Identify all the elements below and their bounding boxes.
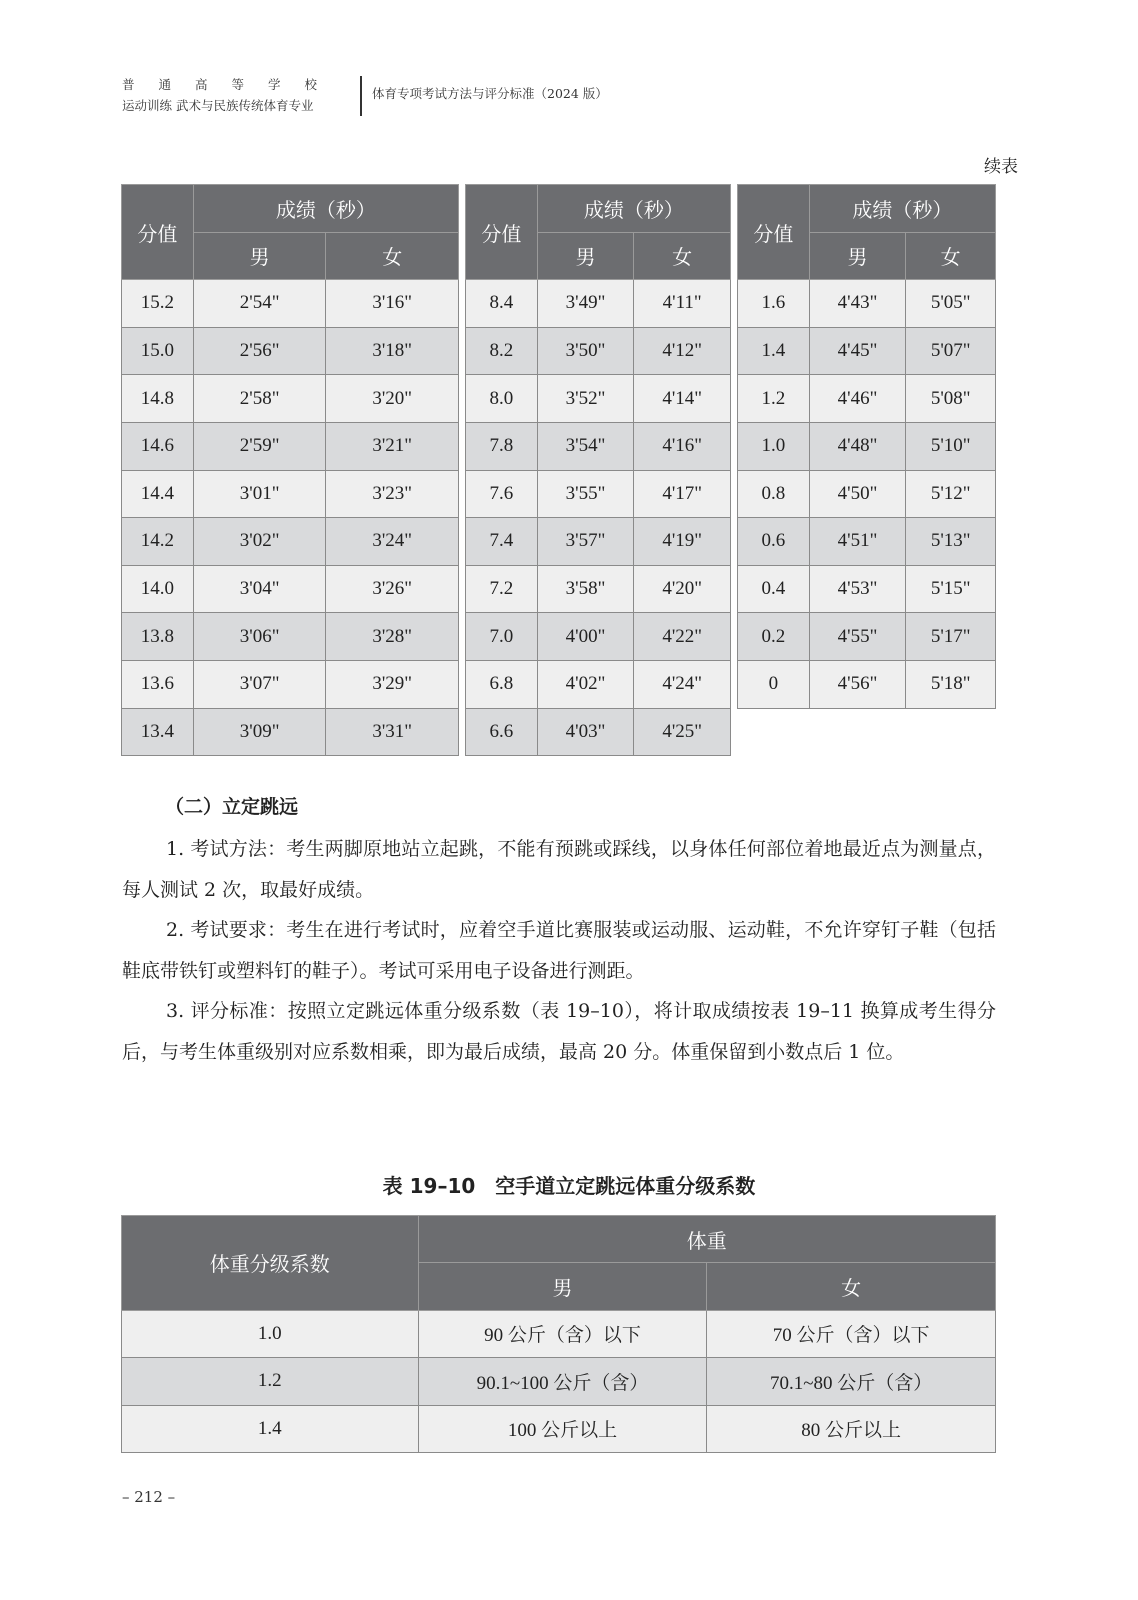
table-row (122, 280, 459, 328)
table-row (122, 613, 459, 661)
table-cell: 4'55" (809, 613, 906, 661)
header-male: 男 (809, 232, 906, 280)
table-row (122, 1310, 996, 1357)
table-cell: 5'08" (906, 375, 996, 423)
table-row (122, 1358, 996, 1405)
table-cell: 4'20" (634, 565, 731, 613)
table-cell: 1.6 (738, 280, 810, 328)
table-cell: 13.8 (122, 613, 194, 661)
header-result: 成绩（秒） (809, 185, 995, 233)
table-cell: 4'19" (634, 518, 731, 566)
table-cell: 4'12" (634, 327, 731, 375)
table-cell: 1.2 (122, 1358, 419, 1405)
table-cell: 4'11" (634, 280, 731, 328)
table-cell: 13.4 (122, 708, 194, 756)
score-table-3 (737, 184, 996, 709)
header-weight: 体重 (418, 1216, 995, 1263)
table-cell: 3'24" (326, 518, 459, 566)
header-result: 成绩（秒） (537, 185, 730, 233)
table-cell: 1.0 (738, 422, 810, 470)
table-cell: 15.0 (122, 327, 194, 375)
table-cell: 2'56" (193, 327, 326, 375)
table-cell: 1.4 (738, 327, 810, 375)
table-cell: 4'00" (537, 613, 634, 661)
paragraph-scoring-standard: 3. 评分标准：按照立定跳远体重分级系数（表 19–10），将计取成绩按表 19–11 换算成考生得分后，与考生体重级别对应系数相乘，即为最后成绩，最高 20 分。体重保留到小数点后 1 位。 (122, 1000, 996, 1063)
table-cell: 6.8 (466, 660, 538, 708)
table-row (122, 375, 459, 423)
table-cell: 3'50" (537, 327, 634, 375)
header-score: 分值 (122, 185, 194, 280)
header-divider (360, 76, 362, 116)
table-cell: 15.2 (122, 280, 194, 328)
table-cell: 5'17" (906, 613, 996, 661)
table-cell: 7.8 (466, 422, 538, 470)
score-table-1 (121, 184, 459, 756)
header-book-title: 体育专项考试方法与评分标准（2024 版） (372, 86, 608, 101)
paragraph-exam-requirements: 2. 考试要求：考生在进行考试时，应着空手道比赛服装或运动服、运动鞋，不允许穿钉子鞋（包括鞋底带铁钉或塑料钉的鞋子）。考试可采用电子设备进行测距。 (122, 919, 996, 982)
table-row (466, 280, 731, 328)
table-cell: 1.2 (738, 375, 810, 423)
table-cell: 70.1~80 公斤（含） (707, 1358, 996, 1405)
table-cell: 1.4 (122, 1405, 419, 1452)
table-cell: 3'18" (326, 327, 459, 375)
table-row (466, 422, 731, 470)
table-row (466, 375, 731, 423)
table-row (122, 518, 459, 566)
table-cell: 14.6 (122, 422, 194, 470)
table-cell: 2'58" (193, 375, 326, 423)
table-cell: 8.4 (466, 280, 538, 328)
table-cell: 4'25" (634, 708, 731, 756)
table-cell: 3'58" (537, 565, 634, 613)
table-row (738, 518, 996, 566)
table-row (466, 565, 731, 613)
table-row (738, 565, 996, 613)
table-cell: 4'51" (809, 518, 906, 566)
table-cell: 3'54" (537, 422, 634, 470)
table-row (738, 422, 996, 470)
table-cell: 3'20" (326, 375, 459, 423)
header-male: 男 (418, 1263, 707, 1310)
table-cell: 13.6 (122, 660, 194, 708)
header-coefficient: 体重分级系数 (122, 1216, 419, 1311)
table-cell: 4'16" (634, 422, 731, 470)
table-cell: 4'45" (809, 327, 906, 375)
table-cell: 0.2 (738, 613, 810, 661)
table-cell: 4'14" (634, 375, 731, 423)
table-row (738, 327, 996, 375)
table-row (122, 470, 459, 518)
table-cell: 80 公斤以上 (707, 1405, 996, 1452)
header-line-2: 运动训练 武术与民族传统体育专业 (122, 98, 314, 113)
table-cell: 4'48" (809, 422, 906, 470)
header-male: 男 (193, 232, 326, 280)
table-cell: 3'21" (326, 422, 459, 470)
table-cell: 2'59" (193, 422, 326, 470)
table-cell: 5'05" (906, 280, 996, 328)
table-cell: 4'03" (537, 708, 634, 756)
header-score: 分值 (738, 185, 810, 280)
header-male: 男 (537, 232, 634, 280)
table-cell: 0.4 (738, 565, 810, 613)
table-cell: 6.6 (466, 708, 538, 756)
table-cell: 70 公斤（含）以下 (707, 1310, 996, 1357)
table-cell: 3'28" (326, 613, 459, 661)
header-female: 女 (906, 232, 996, 280)
paragraph-exam-method: 1. 考试方法：考生两脚原地站立起跳，不能有预跳或踩线，以身体任何部位着地最近点为测量点，每人测试 2 次，取最好成绩。 (122, 838, 996, 901)
table-cell: 5'12" (906, 470, 996, 518)
table-cell: 5'10" (906, 422, 996, 470)
table-row (122, 422, 459, 470)
table-row (122, 660, 459, 708)
table-cell: 14.4 (122, 470, 194, 518)
table-row (738, 660, 996, 708)
table-cell: 14.0 (122, 565, 194, 613)
page-number: – 212 – (122, 1488, 176, 1506)
table-row (466, 708, 731, 756)
table-cell: 4'22" (634, 613, 731, 661)
score-table-2 (465, 184, 731, 756)
table-cell: 4'24" (634, 660, 731, 708)
table-row (738, 613, 996, 661)
table-cell: 3'23" (326, 470, 459, 518)
table-row (466, 660, 731, 708)
table-cell: 14.2 (122, 518, 194, 566)
table-cell: 100 公斤以上 (418, 1405, 707, 1452)
table-cell: 14.8 (122, 375, 194, 423)
table-cell: 3'52" (537, 375, 634, 423)
table-cell: 7.2 (466, 565, 538, 613)
header-female: 女 (634, 232, 731, 280)
table-cell: 90.1~100 公斤（含） (418, 1358, 707, 1405)
table-row (122, 1405, 996, 1452)
table-row (738, 280, 996, 328)
table-cell: 4'17" (634, 470, 731, 518)
table-cell: 3'04" (193, 565, 326, 613)
table-cell: 5'15" (906, 565, 996, 613)
table-cell: 7.0 (466, 613, 538, 661)
table-cell: 8.2 (466, 327, 538, 375)
table-cell: 8.0 (466, 375, 538, 423)
table-row (122, 708, 459, 756)
header-line-1: 普通高等学校 (122, 77, 342, 92)
table-cell: 4'43" (809, 280, 906, 328)
table-cell: 4'02" (537, 660, 634, 708)
table-row (122, 565, 459, 613)
header-female: 女 (707, 1263, 996, 1310)
table-cell: 3'57" (537, 518, 634, 566)
table-cell: 0 (738, 660, 810, 708)
table-row (738, 375, 996, 423)
table-cell: 0.8 (738, 470, 810, 518)
table-cell: 90 公斤（含）以下 (418, 1310, 707, 1357)
table-cell: 3'55" (537, 470, 634, 518)
table-cell: 0.6 (738, 518, 810, 566)
table-cell: 3'49" (537, 280, 634, 328)
table-cell: 4'50" (809, 470, 906, 518)
table-row (466, 613, 731, 661)
table-cell: 3'26" (326, 565, 459, 613)
table-cell: 3'07" (193, 660, 326, 708)
table-cell: 7.4 (466, 518, 538, 566)
table-cell: 3'31" (326, 708, 459, 756)
weight-table-caption: 表 19–10 空手道立定跳远体重分级系数 (382, 1174, 756, 1198)
table-row (466, 518, 731, 566)
weight-coefficient-table (121, 1215, 996, 1453)
header-female: 女 (326, 232, 459, 280)
section-title: （二）立定跳远 (165, 796, 299, 818)
continued-label: 续表 (984, 157, 1018, 177)
table-cell: 4'46" (809, 375, 906, 423)
header-series (122, 74, 347, 116)
header-score: 分值 (466, 185, 538, 280)
table-cell: 3'16" (326, 280, 459, 328)
table-cell: 3'01" (193, 470, 326, 518)
table-cell: 1.0 (122, 1310, 419, 1357)
table-cell: 3'06" (193, 613, 326, 661)
table-cell: 4'53" (809, 565, 906, 613)
table-row (122, 327, 459, 375)
header-result: 成绩（秒） (193, 185, 458, 233)
table-row (466, 470, 731, 518)
table-cell: 5'13" (906, 518, 996, 566)
table-cell: 5'18" (906, 660, 996, 708)
table-cell: 5'07" (906, 327, 996, 375)
table-cell: 7.6 (466, 470, 538, 518)
table-cell: 2'54" (193, 280, 326, 328)
table-cell: 3'02" (193, 518, 326, 566)
table-cell: 4'56" (809, 660, 906, 708)
table-cell: 3'29" (326, 660, 459, 708)
table-row (738, 470, 996, 518)
table-row (466, 327, 731, 375)
table-cell: 3'09" (193, 708, 326, 756)
